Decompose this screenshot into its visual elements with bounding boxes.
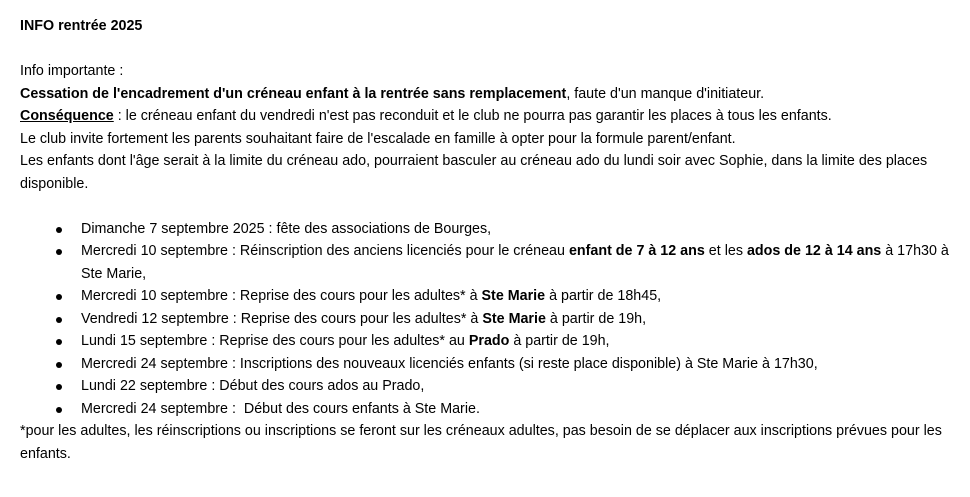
list-item [20,330,955,353]
event-text: à partir de 19h, [545,310,647,327]
bullet-icon [56,339,62,345]
list-item [20,218,955,241]
list-item [20,240,955,285]
document-title: INFO rentrée 2025 [20,18,143,34]
event-bold: Ste Marie [482,310,546,327]
ados-paragraph: Les enfants dont l'âge serait à la limite du créneau ado, pourraient basculer au créneau ado du lundi soir avec Sophie, dans la limite des places disponible. [20,153,928,192]
event-text: à partir de 19h, [509,333,610,349]
cessation-rest: , faute d'un manque d'initiateur. [566,85,765,102]
bullet-icon [56,407,62,413]
event-text: à 17h30 à Ste Marie, [81,243,949,282]
list-item [20,353,955,376]
event-text: Mercredi 24 septembre : Inscriptions des nouveaux licenciés enfants (si reste place disponible) à Ste Marie à 17h30, [81,355,818,372]
consequence-label: Conséquence [20,108,114,124]
spacer [20,195,955,218]
event-text: Mercredi 10 septembre : Réinscription des anciens licenciés pour le créneau [81,243,569,259]
bullet-icon [56,227,62,233]
cessation-paragraph [20,83,955,106]
event-text: à partir de 18h45, [545,288,662,304]
bullet-icon [56,384,62,390]
bullet-icon [56,294,62,300]
event-text: Lundi 15 septembre : Reprise des cours pour les adultes* au [81,333,469,349]
list-item [20,375,955,398]
event-text: Mercredi 10 septembre : Reprise des cours pour les adultes* à [81,288,482,304]
invite-paragraph: Le club invite fortement les parents souhaitant faire de l'escalade en famille à opter pour la formule parent/enfant. [20,130,736,147]
event-text: Dimanche 7 septembre 2025 : fête des associations de Bourges, [81,220,492,237]
consequence-rest: : le créneau enfant du vendredi n'est pas reconduit et le club ne pourra pas garantir les places à tous les enfants. [113,108,832,124]
event-text: Lundi 22 septembre : Début des cours ados au Prado, [81,378,425,394]
event-bold: Ste Marie [481,288,546,304]
event-text: Mercredi 24 septembre : Début des cours enfants à Ste Marie. [81,400,480,417]
event-text: et les [704,243,747,259]
list-item [20,285,955,308]
footnote: *pour les adultes, les réinscriptions ou inscriptions se feront sur les créneaux adultes, pas besoin de se déplacer aux inscriptions prévues pour les enfants. [20,423,942,462]
list-item [20,398,955,421]
event-bold: enfant de 7 à 12 ans [568,243,705,259]
consequence-paragraph [20,105,955,128]
list-item [20,308,955,331]
spacer [20,38,955,61]
events-list [20,218,955,421]
bullet-icon [56,249,62,255]
intro-heading: Info importante : [20,63,124,79]
event-bold: ados de 12 à 14 ans [746,243,882,259]
document [20,15,955,465]
event-bold: Prado [468,333,510,349]
bullet-icon [56,362,62,368]
bullet-icon [56,317,62,323]
event-text: Vendredi 12 septembre : Reprise des cours pour les adultes* à [81,310,483,327]
cessation-bold: Cessation de l'encadrement d'un créneau enfant à la rentrée sans remplacement [20,85,567,102]
